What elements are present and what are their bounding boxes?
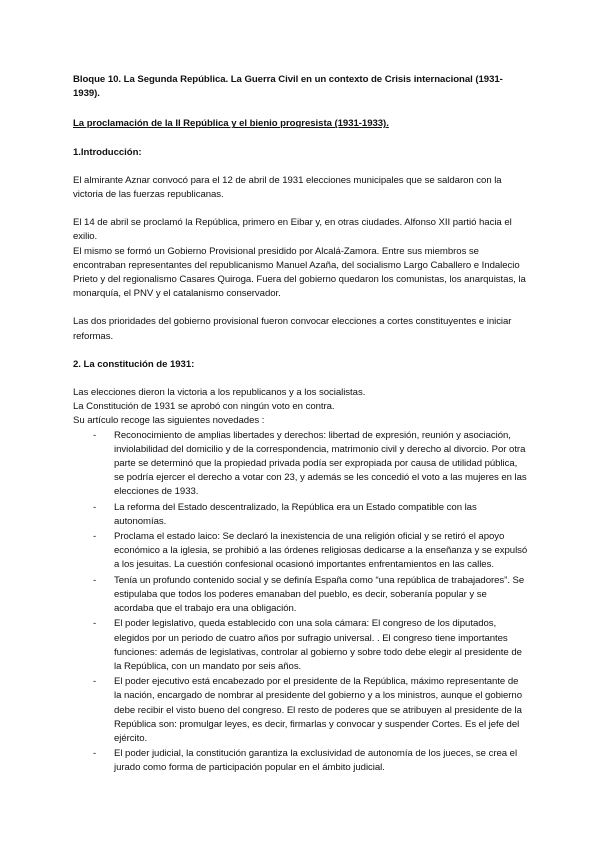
section-heading-constitucion: 2. La constitución de 1931: <box>73 358 195 370</box>
paragraph: Las dos prioridades del gobierno provisional fueron convocar elecciones a cortes constituyentes e iniciar reformas. <box>73 316 512 342</box>
paragraph: Las elecciones dieron la victoria a los republicanos y a los socialistas. <box>73 387 366 399</box>
paragraph: El mismo se formó un Gobierno Provisional presidido por Alcalá-Zamora. Entre sus miembros se encontraban representantes del republicanismo Manuel Azaña, del socialismo Largo Caballero e Indalecio Prieto y del regionalismo Casares Quiroga. Fuera del gobierno quedaron los comunistas, los anarquistas, la monarquía, el PNV y el catalanismo conservador. <box>73 245 526 300</box>
document-title: Bloque 10. La Segunda República. La Guerra Civil en un contexto de Crisis internacional (1931-1939). <box>73 74 503 100</box>
paragraph: La Constitución de 1931 se aprobó con ningún voto en contra. <box>73 401 335 413</box>
section-heading-introduccion: 1.Introducción: <box>73 146 142 158</box>
document-subtitle: La proclamación de la II República y el bienio progresista (1931-1933). <box>73 118 389 130</box>
paragraph: El 14 de abril se proclamó la República, primero en Eibar y, en otras ciudades. Alfonso XII partió hacia el exilio. <box>73 217 512 243</box>
list-item: - El poder ejecutivo está encabezado por el presidente de la República, máximo representante de la nación, encargado de nombrar al presidente del gobierno y a los ministros, aunque el gobierno debe recibir el visto bueno del congreso. El resto de poderes que se atribuyen al presidente de la República son: promulgar leyes, es decir, firmarlas y convocar y suspender Cortes. Es el jefe del ejército. <box>93 675 528 746</box>
list-item: - El poder judicial, la constitución garantiza la exclusividad de autonomía de los jueces, se crea el jurado como forma de participación popular en el ámbito judicial. <box>93 747 528 775</box>
paragraph: Su artículo recoge las siguientes novedades : <box>73 415 265 427</box>
novedades-list <box>73 429 528 776</box>
paragraph: El almirante Aznar convocó para el 12 de abril de 1931 elecciones municipales que se saldaron con la victoria de las fuerzas republicanas. <box>73 174 502 201</box>
list-item: - El poder legislativo, queda establecido con una sola cámara: El congreso de los diputados, elegidos por un periodo de cuatro años por sufragio universal. . El congreso tiene importantes funciones: además de legislativas, controlar al gobierno y sobre todo debe elegir al presidente de la República, con un mandato por seis años. <box>93 617 528 674</box>
list-item: - La reforma del Estado descentralizado, la República era un Estado compatible con las autonomías. <box>93 501 528 529</box>
list-item: - Reconocimiento de amplias libertades y derechos: libertad de expresión, reunión y asociación, inviolabilidad del domicilio y de la correspondencia, matrimonio civil y derecho al divorcio. Por otra parte se determinó que la propiedad privada podía ser expropiada por causa de utilidad pública, se podría ejercer el derecho a votar con 23, y además se les concedió el voto a las mujeres en las elecciones de 1933. <box>93 429 528 500</box>
list-item: - Proclama el estado laico: Se declaró la inexistencia de una religión oficial y se retiró el apoyo económico a la iglesia, se prohibió a las órdenes religiosas dedicarse a la enseñanza y se expulsó a los jesuitas. La cuestión confesional ocasionó importantes enfrentamientos en las calles. <box>93 530 528 573</box>
list-item: - Tenía un profundo contenido social y se definía España como “una república de trabajadores”. Se estipulaba que todos los poderes emanaban del pueblo, es decir, soberanía popular y se acordaba que el trabajo era una obligación. <box>93 574 528 617</box>
